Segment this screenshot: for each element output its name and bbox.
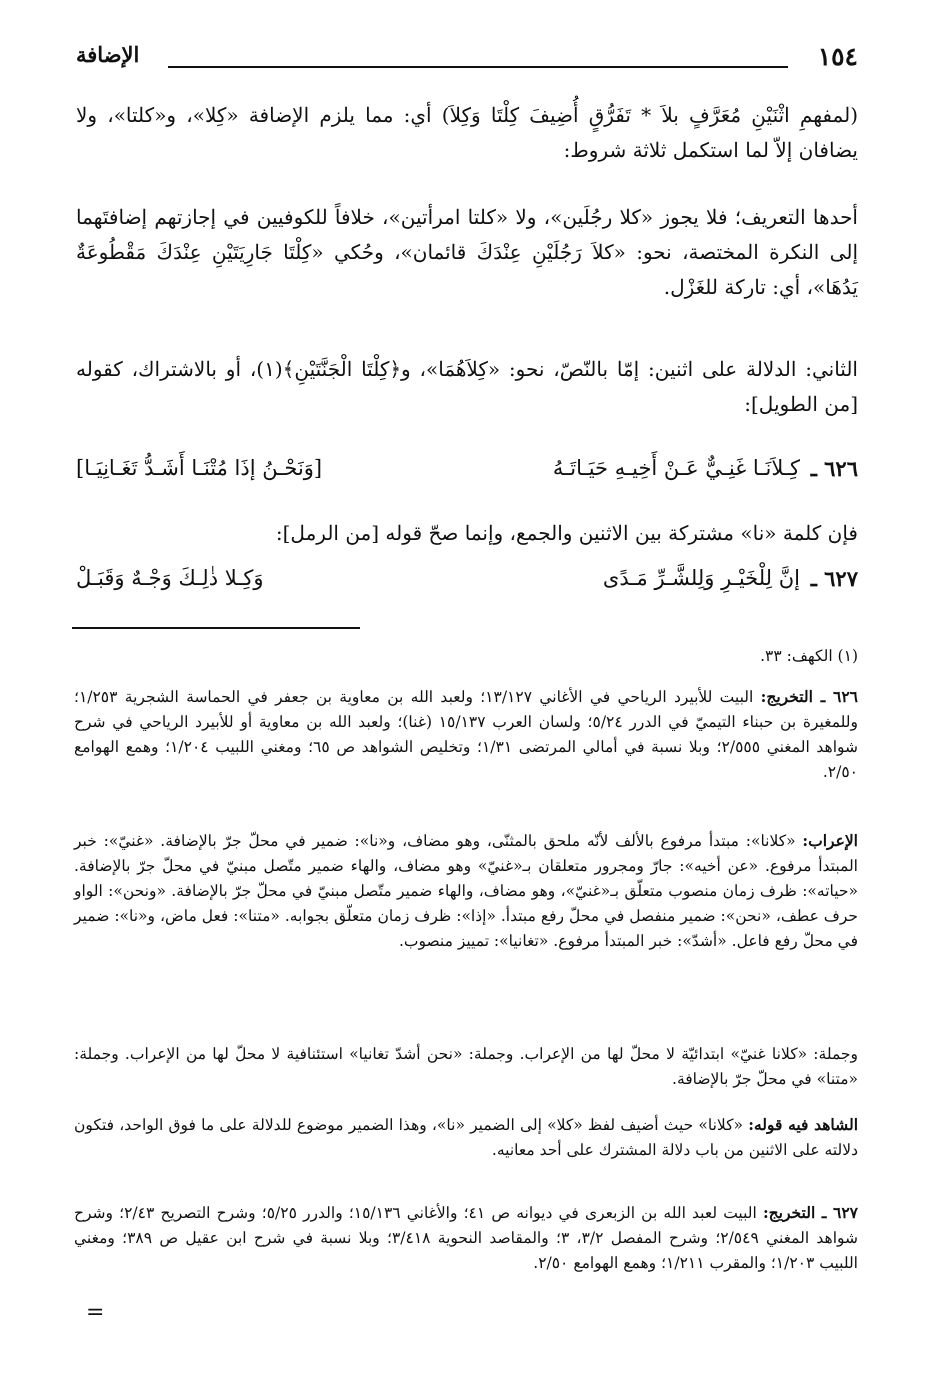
paragraph-verse-commentary	[76, 98, 858, 168]
footnote-1	[74, 644, 858, 669]
verse-number: ٦٢٧ ـ	[810, 566, 858, 591]
paragraph-second-condition	[76, 352, 858, 422]
paragraph-shared-pronoun	[76, 516, 858, 551]
footnote-takhrij-626	[74, 684, 858, 785]
verse-first-hemistich: كِـلاَنَـا غَنِـيٌّ عَـنْ أَخِيـهِ حَيَـاتَـهُ	[552, 456, 800, 480]
footnote-jumla	[74, 1042, 858, 1092]
footnote-separator	[72, 627, 360, 629]
paragraph-first-condition	[76, 200, 858, 305]
main-paragraph-1: (لمفهمِ اثْنَيْنِ مُعَرَّفٍ بلاَ * تَفَرُّقٍ أُضِيفَ كِلْتَا وَكِلاَ) أي: مما يلزم الإضافة «كِلا»، و«كلتا»، ولا يضافان إلاّ لما استكمل ثلاثة شروط:	[76, 103, 858, 162]
verse-number: ٦٢٦ ـ	[810, 456, 858, 481]
shahid-label: الشاهد فيه قوله:	[748, 1115, 859, 1134]
page-number: ١٥٤	[817, 42, 858, 71]
verse-627	[76, 566, 858, 606]
page-header	[76, 40, 858, 80]
irab-text: «كلانا»: مبتدأ مرفوع بالألف لأنّه ملحق بالمثنّى، وهو مضاف، و«نا»: ضمير في محلّ جرّ بالإضافة. «غنيّ»: خبر المبتدأ مرفوع. «عن أخيه»: جارّ ومجرور متعلقان بـ«غنيّ» وهو مضاف، والهاء ضمير متّصل مبنيّ في محلّ جرّ بالإضافة. «حياته»: ظرف زمان منصوب متعلّق بـ«غنيّ»، وهو مضاف، والهاء ضمير متّصل مبنيّ في محلّ جرّ بالإضافة. «ونحن»: الواو حرف عطف، «نحن»: ضمير منفصل في محلّ رفع مبتدأ. «إذا»: ظرف زمان متعلّق بجوابه. «متنا»: فعل ماض، و«نا»: ضمير في محلّ رفع فاعل. «أشدّ»: خبر المبتدأ مرفوع. «تغانيا»: تمييز منصوب.	[74, 832, 858, 950]
takhrij-text: البيت لعبد الله بن الزبعرى في ديوانه ص ٤١؛ والأغاني ١٥/١٣٦؛ والدرر ٥/٢٥؛ وشرح التصريح ٢/٤٣؛ وشرح شواهد المغني ٢/٥٤٩؛ وشرح المفصل ٣/٢، ٣؛ والمقاصد النحوية ٣/٤١٨؛ وبلا نسبة في شرح ابن عقيل ص ٣٨٩؛ ومغني اللبيب ١/٢٠٣؛ والمقرب ١/٢١١؛ وهمع الهوامع ٢/٥٠.	[74, 1204, 859, 1272]
footnote-shahid	[74, 1112, 858, 1163]
continuation-mark: =	[86, 1300, 105, 1325]
running-title: الإضافة	[76, 42, 140, 67]
main-paragraph-2: أحدها التعريف؛ فلا يجوز «كلا رجُلَين»، ولا «كلتا امرأتين»، خلافاً للكوفيين في إجازتهم إضافتَهما إلى النكرة المختصة، نحو: «كلاَ رَجُلَيْنِ عِنْدَكَ قائمان»، وحُكي «كِلْتَا جَارِيَتَيْنِ عِنْدَكَ مَقْطُوعَةٌ يَدُهَا»، أي: تاركة للغَزْل.	[76, 205, 858, 299]
main-paragraph-4: فإن كلمة «نا» مشتركة بين الاثنين والجمع، وإنما صحّ قوله [من الرمل]:	[275, 521, 858, 545]
footnote-irab	[74, 828, 858, 954]
shahid-text: «كلانا» حيث أضيف لفظ «كلا» إلى الضمير «نا»، وهذا الضمير موضوع للدلالة على ما فوق الواحد، فتكون دلالته على الاثنين من باب دلالة المشترك على أحد معانيه.	[74, 1116, 858, 1159]
footnote-takhrij-627	[74, 1200, 858, 1276]
takhrij-label: ٦٢٦ ـ التخريج:	[760, 687, 859, 706]
verse-second-hemistich: [وَنَحْـنُ إذَا مُتْنَـا أَشَـدُّ تَغَـانِيَـا]	[76, 456, 323, 480]
takhrij-label: ٦٢٧ ـ التخريج:	[762, 1203, 859, 1222]
verse-626	[76, 456, 858, 496]
main-paragraph-3: الثاني: الدلالة على اثنين: إمّا بالنّصّ، نحو: «كِلاَهُمَا»، و﴿كِلْتَا الْجَنَّتَيْنِ﴾(١)، أو بالاشتراك، كقوله [من الطويل]:	[76, 357, 858, 416]
footnote-quran-ref: (١) الكهف: ٣٣.	[760, 647, 858, 665]
header-rule	[168, 66, 788, 68]
verse-first-hemistich: إنَّ لِلْخَيْـرِ وَلِلشَّـرِّ مَـدًى	[602, 566, 800, 590]
verse-second-hemistich: وَكِـلا ذٰلِـكَ وَجْـهٌ وَقَبَـلْ	[76, 566, 264, 590]
takhrij-text: البيت للأبيرد الرياحي في الأغاني ١٣/١٢٧؛ ولعبد الله بن معاوية بن جعفر في الحماسة الشجرية ١/٢٥٣؛ وللمغيرة بن حبناء التيميّ في الدرر ٥/٢٤؛ ولسان العرب ١٥/١٣٧ (غنا)؛ ولعبد الله بن معاوية أو للأبيرد الرياحي في شرح شواهد المغني ٢/٥٥٥؛ وبلا نسبة في أمالي المرتضى ١/٣١؛ وتخليص الشواهد ص ٦٥؛ ومغني اللبيب ١/٢٠٤؛ وهمع الهوامع ٢/٥٠.	[74, 688, 859, 781]
irab-label: الإعراب:	[802, 831, 858, 850]
jumla-text: وجملة: «كلانا غنيّ» ابتدائيّة لا محلّ لها من الإعراب. وجملة: «نحن أشدّ تغانيا» استئنافية لا محلّ لها من الإعراب. وجملة: «متنا» في محلّ جرّ بالإضافة.	[74, 1045, 858, 1088]
